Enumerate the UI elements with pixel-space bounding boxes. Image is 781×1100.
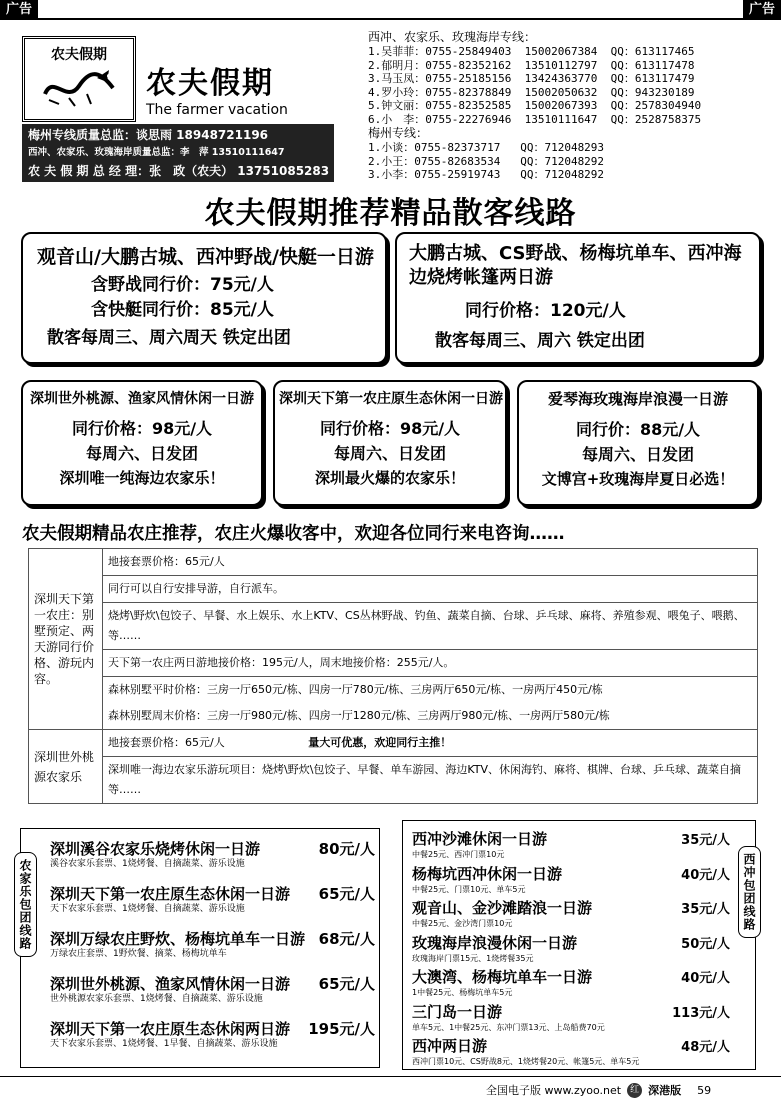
route-title: 爱琴海玫瑰海岸浪漫一日游 [547, 390, 728, 408]
left-route-item [50, 1018, 375, 1063]
farm1-row: 天下第一农庄两日游地接价格：195元/人，周末地接价格：255元/人。 [103, 650, 758, 677]
route-schedule: 每周六、日发团 [333, 444, 446, 463]
route-title: 深圳天下第一农庄原生态休闲两日游 [50, 1020, 291, 1038]
farm-headline: 农夫假期精品农庄推荐，农庄火爆收客中，欢迎各位同行来电咨询…… [22, 524, 565, 544]
left-route-list [50, 838, 375, 1063]
ad-tag-right: 广告 [743, 0, 781, 20]
manager-line-3: 农 夫 假 期 总 经 理：张 政（农夫） 13751085283 [28, 164, 330, 178]
farm1-row: 烧烤\野炊\包饺子、早餐、水上娱乐、水上KTV、CS丛林野战、钓鱼、蔬菜自摘、台球、乒乓球、麻将、养殖参观、喂兔子、喂鹅、等…… [103, 603, 758, 650]
logo-text: 农夫假期 [51, 47, 107, 63]
contact-line: 4.罗小玲：0755-82378849 15002050632 QQ：943230189 [368, 85, 695, 99]
right-route-item [412, 966, 730, 1001]
route-price: 68元/人 [318, 930, 375, 948]
farm2-desc: 深圳唯一海边农家乐游玩项目：烧烤\野炊\包饺子、早餐、单车游园、海边KTV、休闲海钓、麻将、棋牌、台球、乒乓球、蔬菜自摘等…… [103, 757, 758, 804]
route-title: 深圳世外桃源、渔家风情休闲一日游 [30, 391, 254, 407]
footer [486, 1082, 711, 1098]
route-slogan: 深圳唯一纯海边农家乐！ [59, 469, 225, 487]
route-price: 35元/人 [681, 902, 730, 917]
farm2-price-row [103, 730, 758, 757]
farm1-row: 森林别墅周末价格：三房一厅980元/栋、四房一厅1280元/栋、三房两厅980元/栋、一房两厅580元/栋 [103, 703, 758, 730]
farm1-row: 森林别墅平时价格：三房一厅650元/栋、四房一厅780元/栋、三房两厅650元/栋、一房两厅450元/栋 [103, 677, 758, 704]
route-price-line: 同行价格：120元/人 [465, 301, 626, 321]
right-route-item [412, 932, 730, 967]
footer-rule [0, 1076, 781, 1077]
top-rule [0, 18, 781, 20]
route-title: 观音山/大鹏古城、西冲野战/快艇一日游 [37, 246, 374, 268]
route-title: 玫瑰海岸浪漫休闲一日游 [412, 933, 578, 952]
route-price: 80元/人 [318, 840, 375, 858]
farm2-label: 深圳世外桃源农家乐 [29, 730, 103, 804]
route-sub: 天下农家乐套票、1烧烤餐、1早餐、自摘蔬菜、游乐设施 [50, 1039, 278, 1049]
contact-line: 1.小谈：0755-82373717 QQ：712048293 [368, 141, 605, 154]
contact-line: 2.小王：0755-82683534 QQ：712048292 [368, 154, 605, 168]
route-schedule: 散客每周三、周六 铁定出团 [435, 331, 645, 351]
manager-line-1: 梅州专线质量总监：谈思雨 18948721196 [28, 128, 269, 142]
route-title: 西冲两日游 [412, 1037, 488, 1055]
right-route-item [412, 828, 730, 863]
route-schedule: 散客每周三、周六周天 铁定出团 [47, 328, 291, 348]
route-price-line: 同行价：88元/人 [575, 420, 701, 439]
big-route-card-1 [21, 232, 387, 364]
page-number: 59 [697, 1083, 712, 1097]
route-title: 深圳万绿农庄野炊、杨梅坑单车一日游 [50, 930, 306, 948]
route-sub: 西冲门票10元、CS野战8元、1烧烤餐20元、帐篷5元、单车5元 [412, 1057, 640, 1066]
right-route-item [412, 863, 730, 898]
route-title: 观音山、金沙滩踏浪一日游 [412, 899, 593, 917]
route-title: 深圳溪谷农家乐烧烤休闲一日游 [50, 840, 261, 858]
farm1-row: 地接套票价格：65元/人 [103, 549, 758, 576]
route-price-line: 同行价格：98元/人 [319, 419, 461, 438]
contacts-section2-title: 梅州专线： [368, 126, 429, 140]
dragon-icon [39, 64, 119, 110]
route-title: 西冲沙滩休闲一日游 [412, 830, 548, 848]
farm-table-wrap [28, 548, 758, 804]
left-route-item [50, 928, 375, 973]
route-title: 深圳天下第一农庄原生态休闲一日游 [279, 391, 503, 407]
route-schedule: 每周六、日发团 [85, 444, 198, 463]
route-price: 113元/人 [672, 1005, 730, 1021]
route-sub: 天下农家乐套票、1烧烤餐、自摘蔬菜、游乐设施 [50, 904, 245, 914]
brand-english: The farmer vacation [146, 102, 288, 118]
mid-route-card-2 [273, 380, 507, 506]
route-slogan: 深圳最火爆的农家乐！ [314, 469, 465, 487]
route-price: 40元/人 [681, 971, 730, 986]
route-price-line: 含野战同行价：75元/人 [91, 275, 274, 295]
route-sub: 中餐25元、西冲门票10元 [412, 850, 505, 859]
brand-name: 农夫假期 [146, 66, 274, 101]
right-route-item [412, 1001, 730, 1036]
brand-logo [22, 36, 136, 122]
route-title: 深圳天下第一农庄原生态休闲一日游 [50, 885, 291, 903]
managers-block [22, 124, 334, 182]
right-route-item [412, 897, 730, 932]
route-price: 195元/人 [308, 1020, 375, 1038]
route-price-line: 同行价格：98元/人 [71, 419, 213, 438]
route-price: 50元/人 [681, 936, 730, 952]
route-title: 大鹏古城、CS野战、杨梅坑单车、西冲海 [409, 243, 742, 264]
route-title: 三门岛一日游 [412, 1002, 503, 1021]
route-sub: 中餐25元、金沙湾门票10元 [412, 919, 513, 928]
contact-line: 2.郁明月：0755-82352162 13510112797 QQ：613117478 [368, 58, 695, 72]
farm2-price: 地接套票价格：65元/人 [108, 736, 225, 749]
big-route-card-2 [395, 232, 761, 364]
route-schedule: 每周六、日发团 [581, 445, 694, 464]
left-route-label: 农家乐包团线路 [14, 852, 37, 957]
route-price-line: 含快艇同行价：85元/人 [91, 300, 274, 320]
route-price: 40元/人 [681, 867, 730, 883]
contact-line: 1.吴菲菲：0755-25849403 15002067384 QQ：613117465 [368, 45, 695, 58]
route-price: 65元/人 [318, 885, 375, 903]
farm2-note: 量大可优惠，欢迎同行主推！ [308, 736, 452, 749]
left-route-item [50, 838, 375, 883]
mid-route-card-3 [517, 380, 759, 506]
ad-tag-left: 广告 [0, 0, 38, 20]
farm-table [28, 548, 758, 804]
route-title: 边烧烤帐篷两日游 [409, 267, 553, 288]
route-sub: 万绿农庄套票、1野炊餐、摘菜、杨梅坑单车 [50, 949, 227, 959]
route-price: 65元/人 [318, 975, 375, 993]
contact-line: 3.小李：0755-25919743 QQ：712048292 [368, 168, 605, 181]
route-price: 48元/人 [681, 1040, 730, 1055]
contact-line: 3.马玉凤：0755-25185156 13424363770 QQ：613117479 [368, 72, 695, 85]
route-sub: 溪谷农家乐套票、1烧烤餐、自摘蔬菜、游乐设施 [50, 859, 245, 869]
mid-route-card-1 [21, 380, 263, 506]
left-route-item [50, 973, 375, 1018]
contact-line: 6.小 李：0755-22276946 13510111647 QQ：2528758375 [368, 112, 702, 126]
route-sub: 玫瑰海岸门票15元、1烧烤餐35元 [412, 953, 534, 963]
route-sub: 单车5元、1中餐25元、东冲门票13元、上岛船费70元 [412, 1022, 605, 1032]
right-route-label: 西冲包团线路 [738, 846, 761, 938]
left-route-item [50, 883, 375, 928]
route-sub: 1中餐25元、杨梅坑单车5元 [412, 988, 513, 997]
footer-edition: 深港版 [648, 1084, 682, 1097]
route-title: 大澳湾、杨梅坑单车一日游 [412, 968, 593, 986]
right-route-item [412, 1035, 730, 1070]
route-title: 杨梅坑西冲休闲一日游 [412, 864, 563, 883]
manager-line-2: 西冲、农家乐、玫瑰海岸质量总监：李 萍 13510111647 [28, 147, 285, 158]
footer-site: 全国电子版 www.zyoo.net [486, 1084, 622, 1097]
contacts-block [368, 30, 768, 182]
footer-badge: 红 [627, 1083, 642, 1098]
route-title: 深圳世外桃源、渔家风情休闲一日游 [50, 975, 291, 993]
headline: 农夫假期推荐精品散客线路 [204, 196, 577, 231]
contact-line: 5.钟文丽：0755-82352585 15002067393 QQ：2578304940 [368, 99, 702, 112]
route-sub: 世外桃源农家乐套票、1烧烤餐、自摘蔬菜、游乐设施 [50, 994, 263, 1004]
route-price: 35元/人 [681, 833, 730, 848]
farm1-label: 深圳天下第一农庄：别墅预定、两天游同行价格、游玩内容。 [29, 549, 103, 730]
right-route-list [412, 828, 730, 1070]
route-slogan: 文博宫+玫瑰海岸夏日必选！ [541, 470, 735, 488]
contacts-section1-title: 西冲、农家乐、玫瑰海岸专线： [368, 30, 537, 44]
farm1-row: 同行可以自行安排导游，自行派车。 [103, 576, 758, 603]
route-sub: 中餐25元、门票10元、单车5元 [412, 884, 526, 894]
